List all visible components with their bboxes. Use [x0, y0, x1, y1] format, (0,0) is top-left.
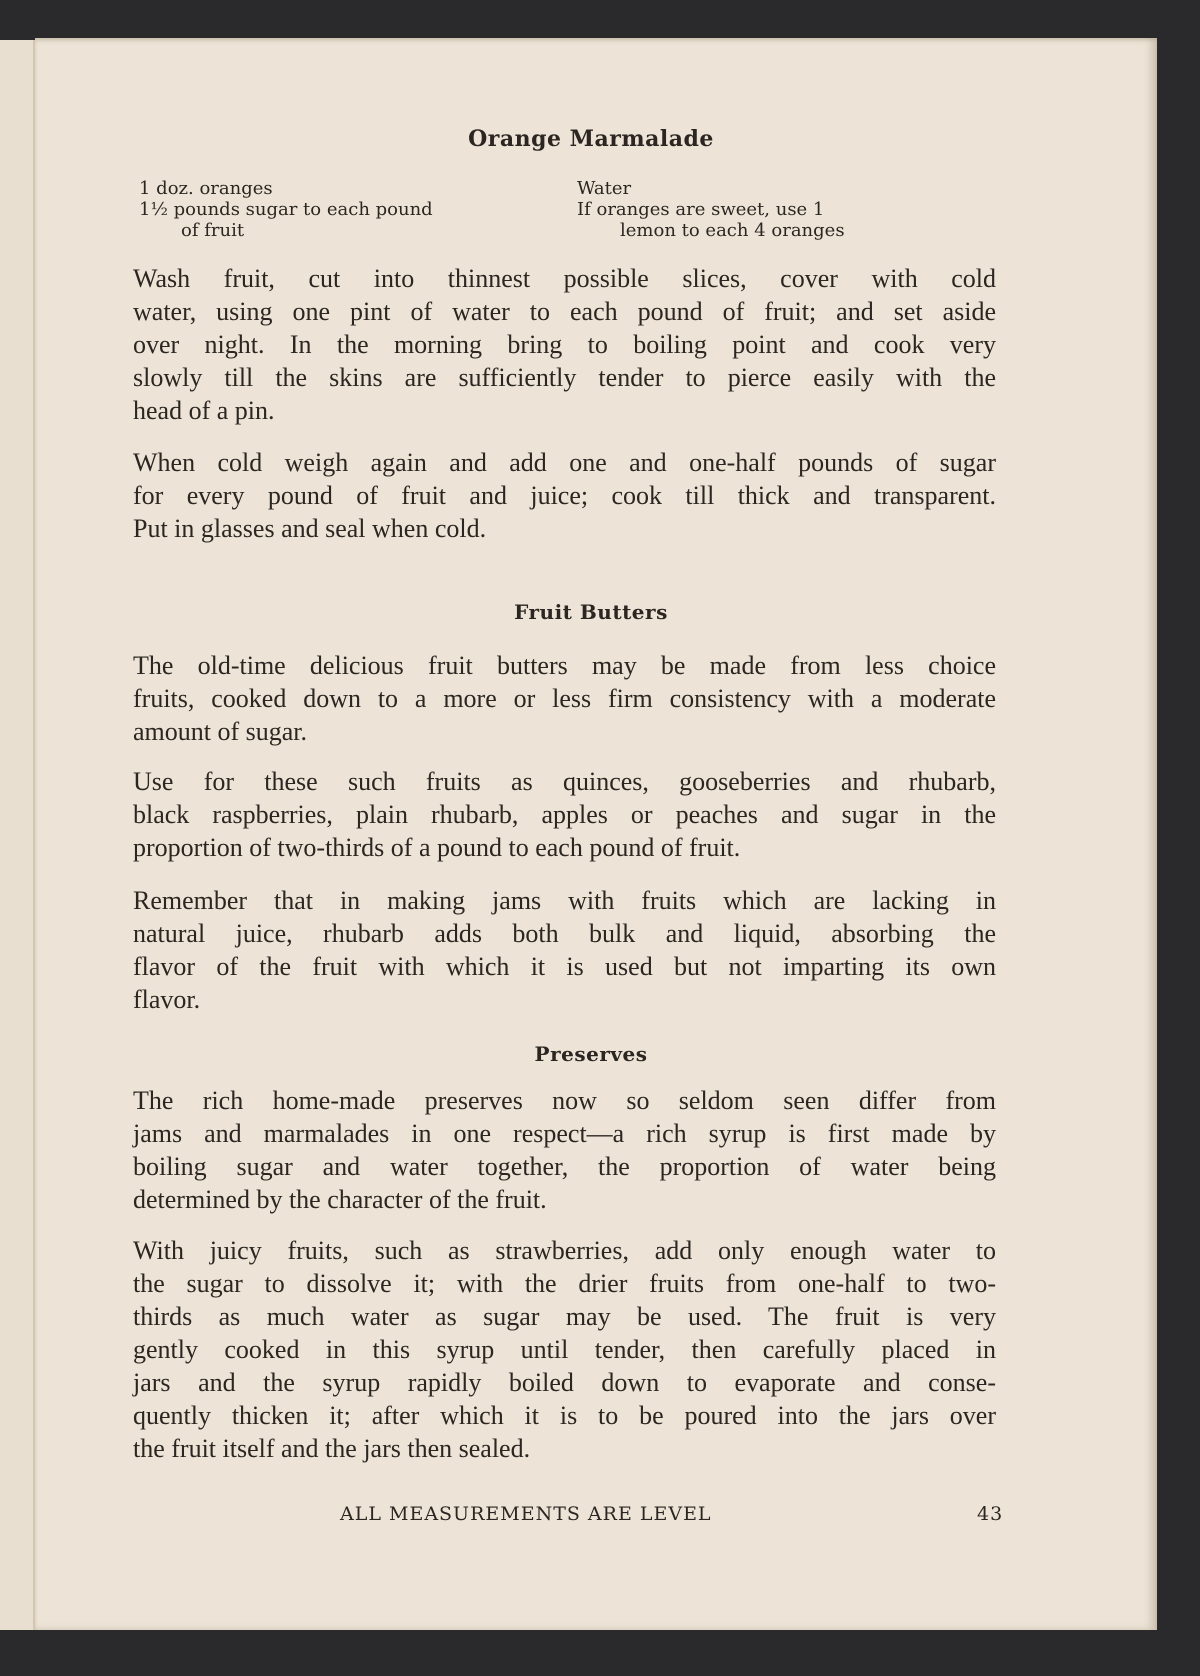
page-number: 43 [977, 1503, 1004, 1525]
text-line: amount of sugar. [133, 717, 308, 746]
text-line: flavor of the fruit with which it is used but not imparting its own [133, 952, 996, 981]
text-line: proportion of two-thirds of a pound to each pound of fruit. [133, 833, 741, 862]
text-line: for every pound of fruit and juice; cook till thick and transparent. [133, 481, 996, 510]
text-line: the fruit itself and the jars then sealed. [133, 1434, 531, 1463]
text-line: slowly till the skins are sufficiently tender to pierce easily with the [133, 363, 996, 392]
text-line: jars and the syrup rapidly boiled down to evaporate and conse- [133, 1368, 996, 1397]
text-line: head of a pin. [133, 396, 275, 425]
text-line: gently cooked in this syrup until tender, then carefully placed in [133, 1335, 996, 1364]
text-line: When cold weigh again and add one and one-half pounds of sugar [133, 448, 996, 477]
text-line: thirds as much water as sugar may be used. The fruit is very [133, 1302, 996, 1331]
paragraph [133, 765, 996, 864]
ingredient: Water [577, 178, 632, 199]
ingredient: 1 doz. oranges [139, 178, 273, 199]
text-line: quently thicken it; after which it is to be poured into the jars over [133, 1401, 996, 1430]
text-line: jams and marmalades in one respect—a rich syrup is first made by [133, 1119, 996, 1148]
text-line: water, using one pint of water to each pound of fruit; and set aside [133, 297, 996, 326]
book-page [35, 38, 1157, 1630]
text-line: over night. In the morning bring to boiling point and cook very [133, 330, 996, 359]
text-line: With juicy fruits, such as strawberries, add only enough water to [133, 1236, 996, 1265]
ingredient: If oranges are sweet, use 1 [577, 199, 825, 220]
text-line: Wash fruit, cut into thinnest possible slices, cover with cold [133, 264, 996, 293]
ingredient: 1½ pounds sugar to each pound [139, 199, 433, 220]
ingredients-left [139, 178, 433, 241]
running-footer: ALL MEASUREMENTS ARE LEVEL [340, 1503, 712, 1525]
paragraph [133, 884, 996, 1016]
previous-page-edge [0, 40, 35, 1630]
ingredient: lemon to each 4 oranges [620, 220, 845, 241]
section-title-preserves: Preserves [534, 1042, 648, 1066]
ingredient: of fruit [181, 220, 245, 241]
text-line: flavor. [133, 985, 201, 1014]
text-line: The rich home-made preserves now so seldom seen differ from [133, 1086, 996, 1115]
text-line: fruits, cooked down to a more or less firm consistency with a moderate [133, 684, 996, 713]
text-line: Put in glasses and seal when cold. [133, 514, 487, 543]
text-line: Use for these such fruits as quinces, gooseberries and rhubarb, [133, 767, 996, 796]
paragraph [133, 262, 996, 427]
section-title-fruit-butters: Fruit Butters [514, 600, 668, 624]
ingredients-right [577, 178, 845, 241]
text-line: Remember that in making jams with fruits which are lacking in [133, 886, 996, 915]
text-line: natural juice, rhubarb adds both bulk and liquid, absorbing the [133, 919, 996, 948]
paragraph [133, 649, 996, 748]
text-line: determined by the character of the fruit. [133, 1185, 547, 1214]
text-line: boiling sugar and water together, the proportion of water being [133, 1152, 996, 1181]
section-title-orange-marmalade: Orange Marmalade [468, 126, 714, 152]
paragraph [133, 1084, 996, 1216]
text-line: The old-time delicious fruit butters may be made from less choice [133, 651, 996, 680]
paragraph [133, 446, 996, 545]
paragraph [133, 1234, 996, 1465]
text-line: black raspberries, plain rhubarb, apples or peaches and sugar in the [133, 800, 996, 829]
text-line: the sugar to dissolve it; with the drier fruits from one-half to two- [133, 1269, 996, 1298]
